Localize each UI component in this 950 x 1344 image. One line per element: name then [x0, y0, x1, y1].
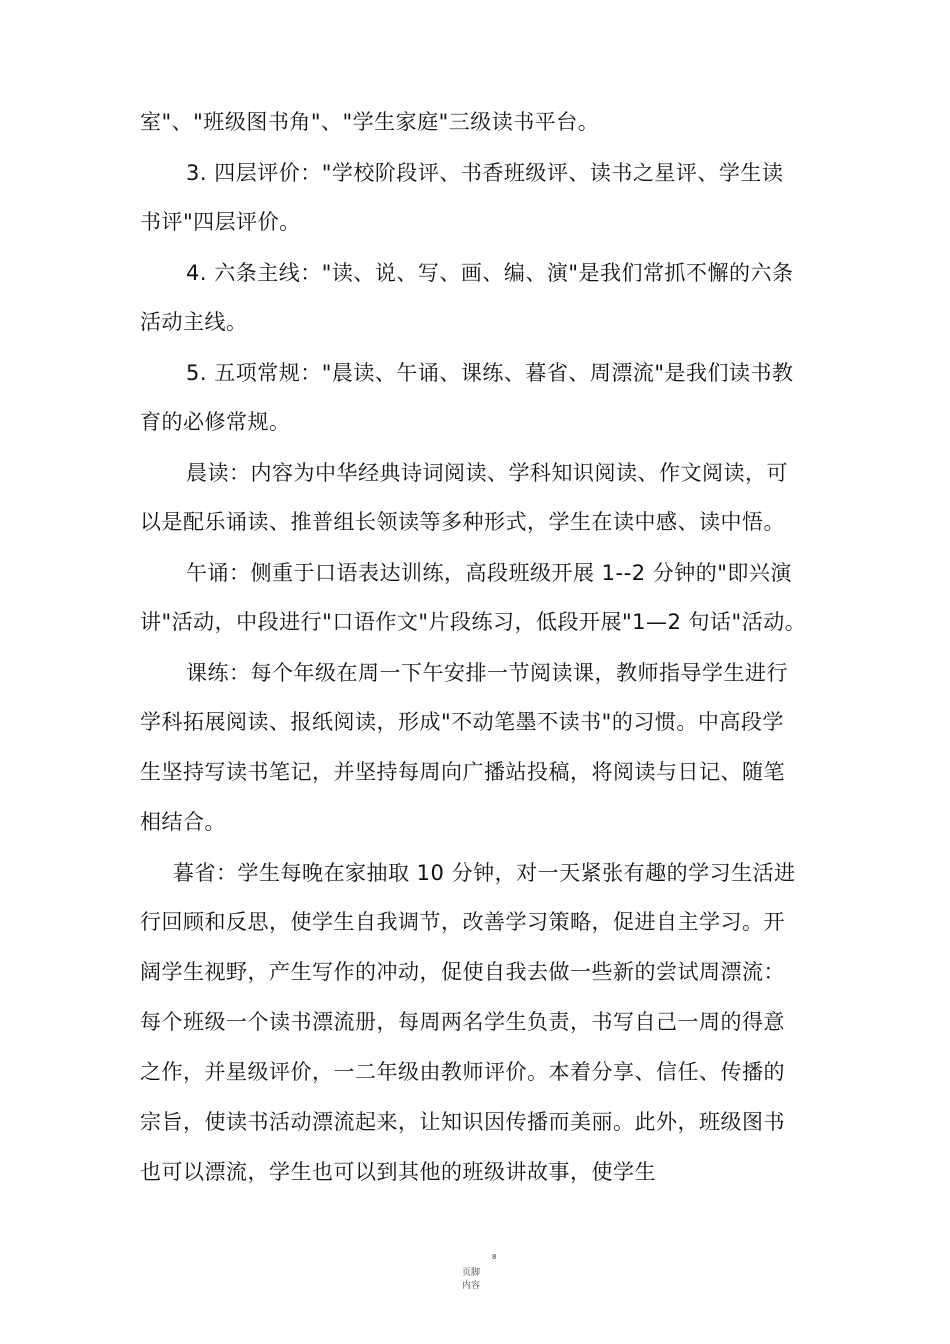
text-line: 暮省：学生每晚在家抽取 10 分钟，对一天紧张有趣的学习生活进	[173, 861, 796, 885]
text-line: 讲"活动，中段进行"口语作文"片段练习，低段开展"1—2 句话"活动。	[140, 610, 807, 634]
text-line: 阔学生视野，产生写作的冲动，促使自我去做一些新的尝试周漂流：	[140, 960, 785, 984]
text-line: 3. 四层评价："学校阶段评、书香班级评、读书之星评、学生读	[186, 161, 784, 185]
text-line: 活动主线。	[140, 310, 248, 334]
text-line: 育的必修常规。	[140, 410, 291, 434]
footer-label-line: 内容	[461, 1281, 480, 1291]
text-line: 学科拓展阅读、报纸阅读，形成"不动笔墨不读书"的习惯。中高段学	[140, 710, 784, 734]
text-line: 生坚持写读书笔记，并坚持每周向广播站投稿，将阅读与日记、随笔	[140, 760, 785, 784]
page-number: 8	[492, 1253, 497, 1261]
text-line: 相结合。	[140, 810, 226, 834]
text-line: 也可以漂流，学生也可以到其他的班级讲故事，使学生	[140, 1160, 656, 1184]
text-line: 行回顾和反思，使学生自我调节，改善学习策略，促进自主学习。开	[140, 910, 785, 934]
text-line: 以是配乐诵读、推普组长领读等多种形式，学生在读中感、读中悟。	[140, 510, 785, 534]
footer-label-line: 页脚	[461, 1268, 480, 1278]
text-line: 4. 六条主线："读、说、写、画、编、演"是我们常抓不懈的六条	[186, 261, 794, 285]
text-line: 之作，并星级评价，一二年级由教师评价。本着分享、信任、传播的	[140, 1060, 785, 1084]
text-line: 每个班级一个读书漂流册，每周两名学生负责，书写自己一周的得意	[140, 1010, 785, 1034]
text-line: 宗旨，使读书活动漂流起来，让知识因传播而美丽。此外，班级图书	[140, 1110, 785, 1134]
text-line: 室"、"班级图书角"、"学生家庭"三级读书平台。	[140, 110, 600, 134]
text-line: 5. 五项常规："晨读、午诵、课练、暮省、周漂流"是我们读书教	[186, 361, 794, 385]
text-line: 晨读：内容为中华经典诗词阅读、学科知识阅读、作文阅读，可	[186, 461, 788, 485]
text-line: 午诵：侧重于口语表达训练，高段班级开展 1--2 分钟的"即兴演	[186, 561, 792, 585]
footer-label	[456, 1267, 486, 1293]
text-line: 书评"四层评价。	[140, 210, 301, 234]
text-line: 课练：每个年级在周一下午安排一节阅读课，教师指导学生进行	[186, 661, 788, 685]
